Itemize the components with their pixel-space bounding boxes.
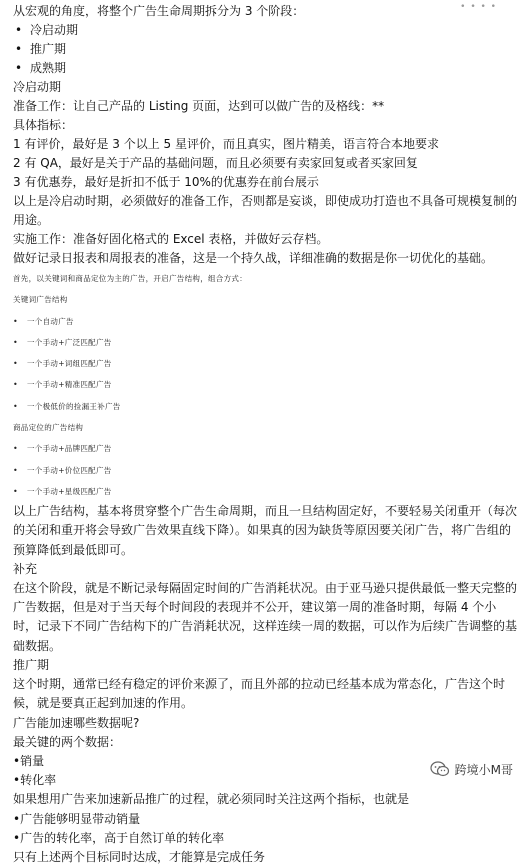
cold-start-summary: 以上是冷启动时期，必须做好的准备工作，否则都是妄谈，即使成功打造也不具备可规模复制的用途。 bbox=[13, 194, 518, 227]
intro-line: 从宏观的角度，将整个广告生命周期拆分为 3 个阶段： bbox=[13, 4, 305, 18]
bullet-icon: • bbox=[15, 23, 23, 37]
impl-line: 实施工作：准备好固化格式的 Excel 表格，并做好云存档。 bbox=[13, 232, 329, 246]
bullet-icon: • bbox=[13, 753, 21, 768]
key-data-item: •销量 bbox=[13, 753, 45, 768]
promo-heading: 推广期 bbox=[13, 657, 50, 672]
bullet-icon: • bbox=[13, 811, 21, 826]
promo-text: 这个时期，通常已经有稳定的评价来源了，而且外部的拉动已经基本成为常态化，广告这个时候，就是要真正起到加速的作用。 bbox=[13, 677, 506, 711]
product-structure-item: • 一个手动+品牌匹配广告 bbox=[13, 438, 519, 459]
top-dots: • • • • bbox=[460, 2, 497, 12]
structure-intro: 首先，以关键词和商品定位为主的广告，开启广告结构，组合方式： bbox=[13, 274, 247, 283]
keyword-structure-item: • 一个自动广告 bbox=[13, 311, 519, 332]
bullet-icon: • bbox=[13, 830, 21, 845]
bullet-icon: • bbox=[13, 337, 19, 347]
bullet-icon: • bbox=[13, 380, 19, 390]
product-structure-heading: 商品定位的广告结构 bbox=[13, 423, 84, 433]
goal-item: •广告能够明显带动销量 bbox=[13, 811, 141, 826]
supplement-text: 在这个阶段，就是不断记录每隔固定时间的广告消耗状况。由于亚马逊只提供最低一整天完整的广告数据，但是对于当天每个时间段的表现并不公开，建议第一周的准备时期，每隔 4 个小时，记录下不同广告结构下的广告消耗状况，这样连续一周的数据，可以作为后续广告调整的基础数据。 bbox=[13, 581, 518, 653]
bullet-icon: • bbox=[13, 401, 19, 411]
final-line: 只有上述两个目标同时达成，才能算是完成任务 bbox=[13, 849, 266, 864]
wechat-logo-icon bbox=[430, 761, 450, 777]
supplement-heading: 补充 bbox=[13, 561, 38, 576]
watermark bbox=[430, 756, 513, 782]
keyword-structure-item: • 一个手动+广泛匹配广告 bbox=[13, 332, 519, 353]
stage-item: • 冷启动期 bbox=[13, 21, 519, 40]
product-structure-item: • 一个手动+星级匹配广告 bbox=[13, 481, 519, 502]
report-line: 做好记录日报表和周报表的准备，这是一个持久战，详细准确的数据是你一切优化的基础。 bbox=[13, 251, 494, 265]
indicators-heading: 具体指标： bbox=[13, 118, 74, 132]
keyword-structure-heading: 关键词广告结构 bbox=[13, 295, 68, 305]
bullet-icon: • bbox=[15, 61, 23, 75]
goal-item: •广告的转化率，高于自然订单的转化率 bbox=[13, 830, 225, 845]
watermark-text: 跨境小M哥 bbox=[454, 762, 513, 777]
cold-start-heading: 冷启动期 bbox=[13, 80, 62, 94]
indicator-2: 2 有 QA，最好是关于产品的基础问题，而且必须要有卖家回复或者买家回复 bbox=[13, 156, 418, 170]
bullet-icon: • bbox=[13, 444, 19, 454]
keyword-structure-item: • 一个手动+词组匹配广告 bbox=[13, 353, 519, 374]
stage-item: • 成熟期 bbox=[13, 59, 519, 78]
bullet-icon: • bbox=[13, 486, 19, 496]
stage-item: • 推广期 bbox=[13, 40, 519, 59]
bullet-icon: • bbox=[13, 359, 19, 369]
bullet-icon: • bbox=[13, 773, 21, 788]
promo-question: 广告能加速哪些数据呢? bbox=[13, 715, 140, 730]
key-data-heading: 最关键的两个数据： bbox=[13, 734, 122, 749]
goal-line: 如果想用广告来加速新品推广的过程，就必须同时关注这两个指标，也就是 bbox=[13, 792, 410, 807]
keyword-structure-item: • 一个极低价的捡漏王补广告 bbox=[13, 396, 519, 417]
structure-note: 以上广告结构，基本将贯穿整个广告生命周期，而且一旦结构固定好，不要轻易关闭重开（每次的关闭和重开将会导致广告效果直线下降）。如果真的因为缺货等原因要关闭广告，将广告组的预算降低到最低即可。 bbox=[13, 504, 518, 557]
indicator-3: 3 有优惠券，最好是折扣不低于 10%的优惠券在前台展示 bbox=[13, 175, 319, 189]
keyword-structure-item: • 一个手动+精准匹配广告 bbox=[13, 374, 519, 395]
bullet-icon: • bbox=[15, 42, 23, 56]
key-data-item: •转化率 bbox=[13, 773, 57, 788]
prep-line: 准备工作：让自己产品的 Listing 页面，达到可以做广告的及格线：** bbox=[13, 99, 385, 113]
bullet-icon: • bbox=[13, 316, 19, 326]
product-structure-item: • 一个手动+价位匹配广告 bbox=[13, 460, 519, 481]
indicator-1: 1 有评价，最好是 3 个以上 5 星评价，而且真实，图片精美，语言符合本地要求 bbox=[13, 137, 439, 151]
bullet-icon: • bbox=[13, 465, 19, 475]
